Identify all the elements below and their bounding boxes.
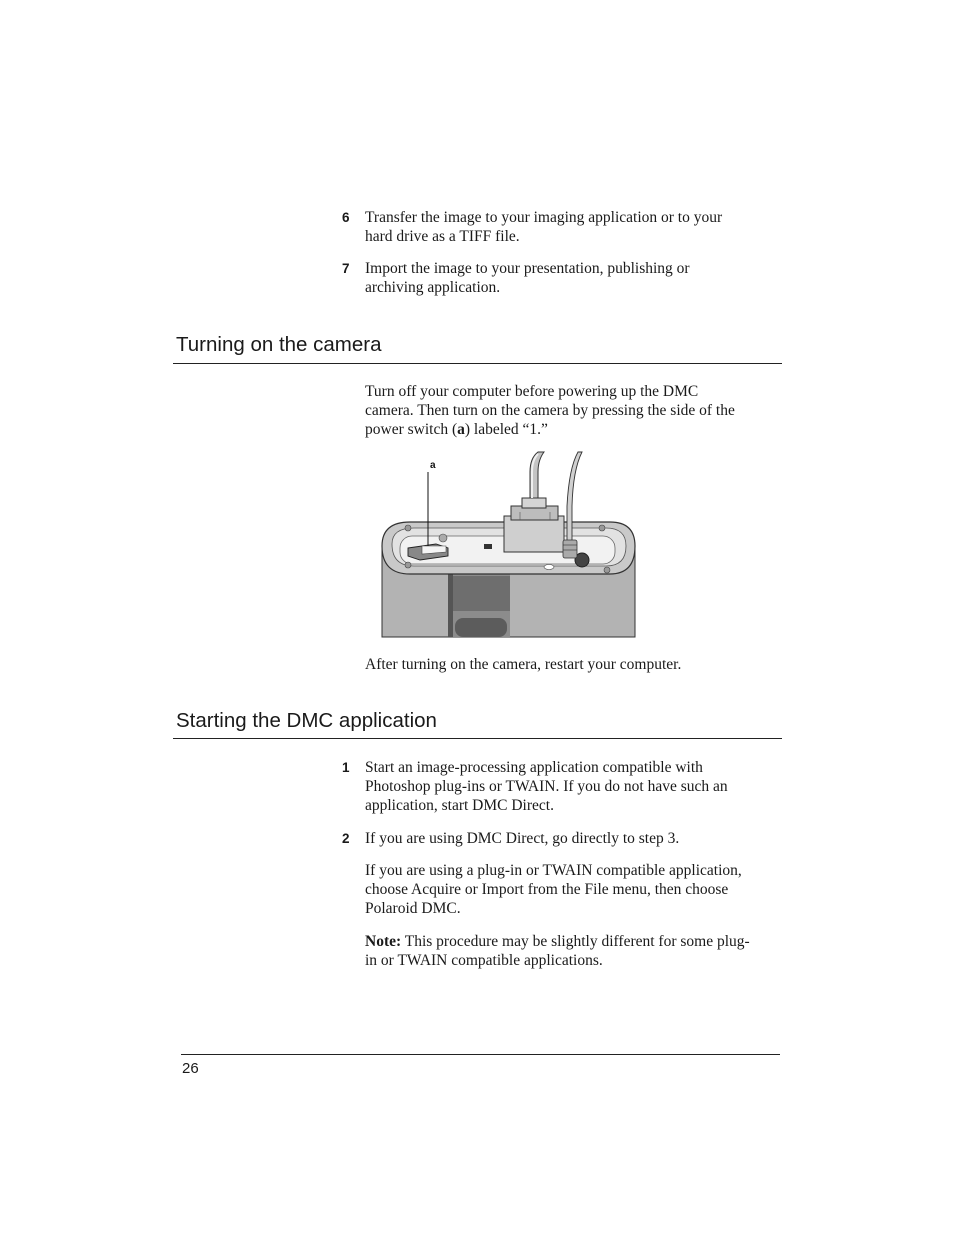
camera-power-switch-illustration bbox=[370, 448, 650, 640]
intro-line-1: Turn off your computer before powering up the DMC bbox=[365, 383, 699, 400]
section-1-intro bbox=[365, 382, 785, 439]
plugin-line-2: choose Acquire or Import from the File menu, then choose bbox=[365, 881, 729, 898]
plugin-line-1: If you are using a plug-in or TWAIN compatible application, bbox=[365, 862, 742, 879]
after-turning-on-text: After turning on the camera, restart your computer. bbox=[365, 656, 682, 673]
step-number-6: 6 bbox=[342, 210, 350, 225]
footer-rule bbox=[181, 1054, 780, 1055]
step-1-text bbox=[365, 758, 785, 815]
section-rule bbox=[173, 738, 782, 739]
section-heading-starting-dmc: Starting the DMC application bbox=[176, 709, 437, 732]
plugin-line-3: Polaroid DMC. bbox=[365, 900, 461, 917]
intro-line-2: camera. Then turn on the camera by pressing the side of the bbox=[365, 402, 735, 419]
intro-line-3: power switch (a) labeled “1.” bbox=[365, 421, 548, 438]
note-label: Note: bbox=[365, 933, 402, 950]
note-line-1: Note: This procedure may be slightly different for some plug- bbox=[365, 933, 750, 950]
step-7-line-2: archiving application. bbox=[365, 279, 501, 296]
step-number-1: 1 bbox=[342, 760, 350, 775]
section-rule bbox=[173, 363, 782, 364]
step-2-text: If you are using DMC Direct, go directly to step 3. bbox=[365, 830, 680, 847]
step-7-line-1: Import the image to your presentation, publishing or bbox=[365, 260, 690, 277]
page-number: 26 bbox=[182, 1060, 199, 1077]
step-6-text bbox=[365, 208, 785, 246]
callout-label-a: a bbox=[430, 460, 436, 471]
step-1-line-3: application, start DMC Direct. bbox=[365, 797, 554, 814]
step-6-line-1: Transfer the image to your imaging application or to your bbox=[365, 209, 723, 226]
step-number-7: 7 bbox=[342, 261, 350, 276]
plugin-paragraph bbox=[365, 861, 785, 918]
section-heading-turning-on: Turning on the camera bbox=[176, 333, 382, 356]
step-number-2: 2 bbox=[342, 831, 350, 846]
note-line-2: in or TWAIN compatible applications. bbox=[365, 952, 603, 969]
note-paragraph bbox=[365, 932, 785, 970]
step-1-line-2: Photoshop plug-ins or TWAIN. If you do not have such an bbox=[365, 778, 728, 795]
step-6-line-2: hard drive as a TIFF file. bbox=[365, 228, 520, 245]
step-1-line-1: Start an image-processing application compatible with bbox=[365, 759, 703, 776]
step-7-text bbox=[365, 259, 785, 297]
